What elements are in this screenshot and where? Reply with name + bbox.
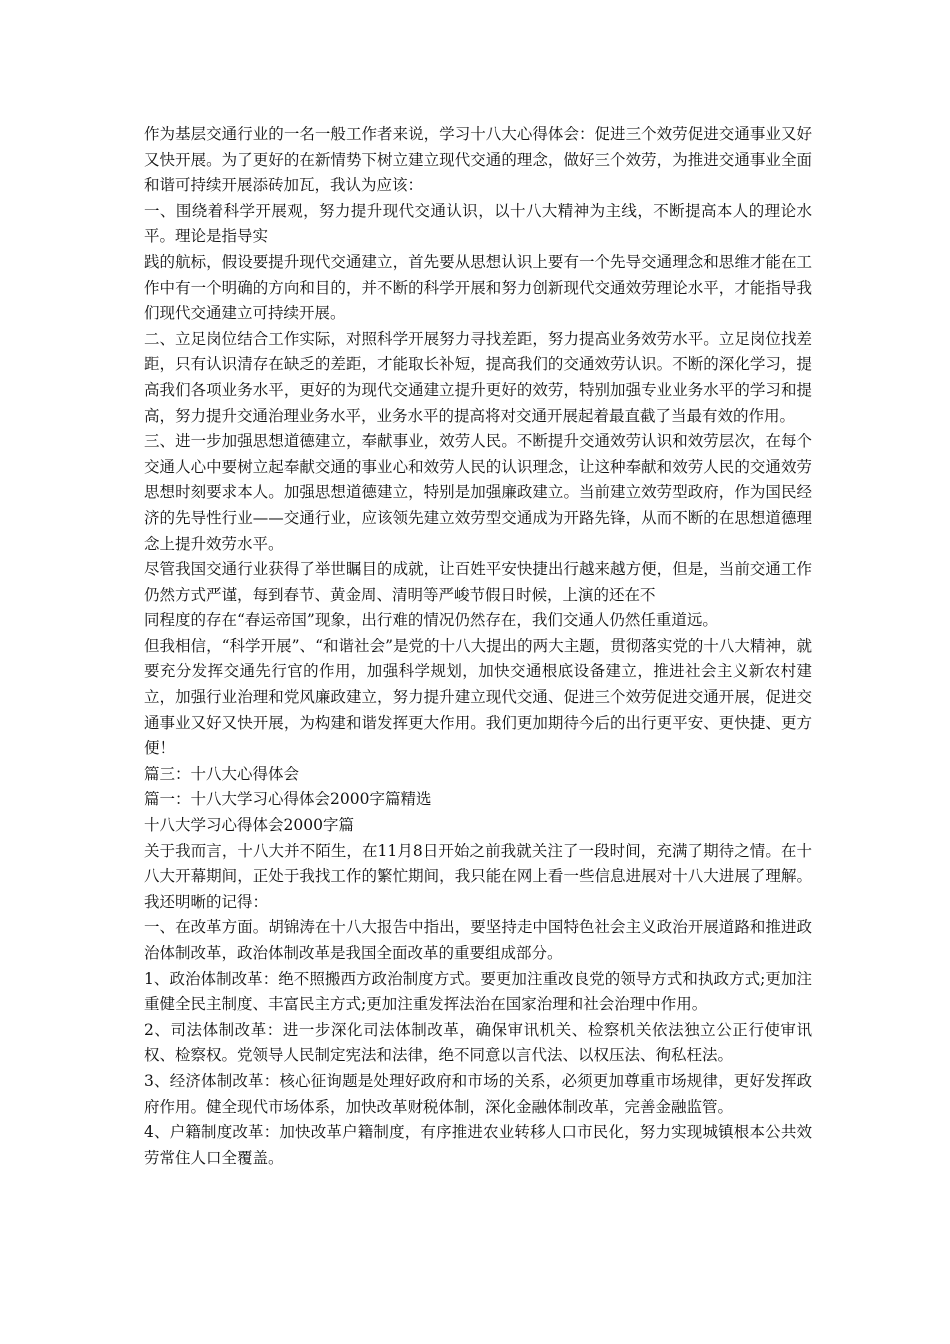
paragraph-achievements: 尽管我国交通行业获得了举世瞩目的成就，让百姓平安快捷出行越来越方便，但是，当前交通工作仍然方式严谨，每到春节、黄金周、清明等严峻节假日时候，上演的还在不 (144, 560, 812, 604)
document-body (144, 122, 812, 1171)
paragraph-opening: 关于我而言，十八大并不陌生，在11月8日开始之前我就关注了一段时间，充满了期待之情。在十八大开幕期间，正处于我找工作的繁忙期间，我只能在网上看一些信息进展对十八大进展了理解。我还明晰的记得： (144, 841, 812, 911)
section-heading-1: 篇一：十八大学习心得体会2000字篇精选 (144, 790, 432, 809)
article-title: 十八大学习心得体会2000字篇 (144, 816, 354, 835)
paragraph-point-2: 二、立足岗位结合工作实际，对照科学开展努力寻找差距，努力提高业务效劳水平。立足岗位找差距，只有认识清存在缺乏的差距，才能取长补短，提高我们的交通效劳认识。不断的深化学习，提高我们各项业务水平，更好的为现代交通建立提升更好的效劳，特别加强专业业务水平的学习和提高，努力提升交通治理业务水平，业务水平的提高将对交通开展起着最直截了当最有效的作用。 (144, 329, 812, 425)
paragraph-household-reform: 4、户籍制度改革：加快改革户籍制度，有序推进农业转移人口市民化，努力实现城镇根本公共效劳常住人口全覆盖。 (144, 1123, 812, 1167)
paragraph-intro: 作为基层交通行业的一名一般工作者来说，学习十八大心得体会：促进三个效劳促进交通事业又好又快开展。为了更好的在新情势下树立建立现代交通的理念，做好三个效劳，为推进交通事业全面和谐可持续开展添砖加瓦，我认为应该： (144, 125, 812, 195)
paragraph-economic-reform: 3、经济体制改革：核心征询题是处理好政府和市场的关系，必须更加尊重市场规律，更好发挥政府作用。健全现代市场体系，加快改革财税体制，深化金融体制改革，完善金融监管。 (144, 1071, 812, 1116)
paragraph-point-1: 一、围绕着科学开展观，努力提升现代交通认识，以十八大精神为主线，不断提高本人的理论水平。理论是指导实 (144, 201, 812, 246)
paragraph-achievements-cont: 同程度的存在“春运帝国”现象，出行难的情况仍然存在，我们交通人仍然任重道远。 (144, 611, 718, 630)
paragraph-point-1-cont: 践的航标，假设要提升现代交通建立，首先要从思想认识上要有一个先导交通理念和思维才能在工作中有一个明确的方向和目的，并不断的科学开展和努力创新现代交通效劳理论水平，才能指导我们现代交通建立可持续开展。 (144, 252, 812, 323)
paragraph-belief: 但我相信，“科学开展”、“和谐社会”是党的十八大提出的两大主题，贯彻落实党的十八大精神，就要充分发挥交通先行官的作用，加强科学规划，加快交通根底设备建立，推进社会主义新农村建立，加强行业治理和党风廉政建立，努力提升建立现代交通、促进三个效劳促进交通开展，促进交通事业又好又快开展，为构建和谐发挥更大作用。我们更加期待今后的出行更平安、更快捷、更方便！ (144, 636, 812, 758)
paragraph-point-3: 三、进一步加强思想道德建立，奉献事业，效劳人民。不断提升交通效劳认识和效劳层次，在每个交通人心中要树立起奉献交通的事业心和效劳人民的认识理念，让这种奉献和效劳人民的交通效劳思想时刻要求本人。加强思想道德建立，特别是加强廉政建立。当前建立效劳型政府，作为国民经济的先导性行业——交通行业，应该领先建立效劳型交通成为开路先锋，从而不断的在思想道德理念上提升效劳水平。 (144, 432, 812, 553)
paragraph-reform: 一、在改革方面。胡锦涛在十八大报告中指出，要坚持走中国特色社会主义政治开展道路和推进政治体制改革，政治体制改革是我国全面改革的重要组成部分。 (144, 918, 812, 962)
section-heading-3: 篇三：十八大心得体会 (144, 764, 300, 783)
paragraph-judicial-reform: 2、司法体制改革：进一步深化司法体制改革，确保审讯机关、检察机关依法独立公正行使审讯权、检察权。党领导人民制定宪法和法律，绝不同意以言代法、以权压法、徇私枉法。 (144, 1020, 812, 1065)
paragraph-political-reform: 1、政治体制改革：绝不照搬西方政治制度方式。要更加注重改良党的领导方式和执政方式;更加注重健全民主制度、丰富民主方式;更加注重发挥法治在国家治理和社会治理中作用。 (144, 969, 812, 1014)
